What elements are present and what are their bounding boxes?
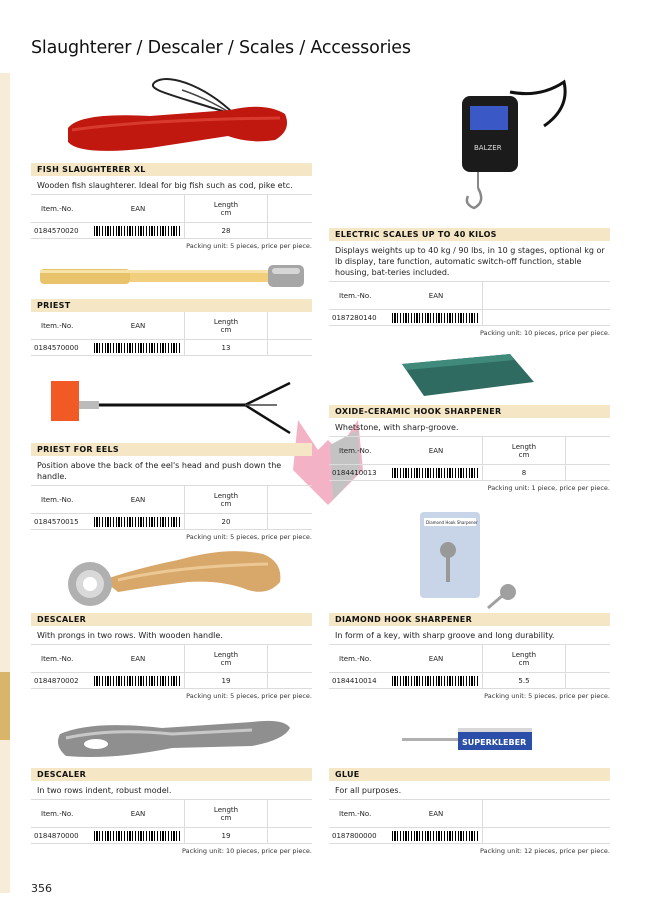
length-unit-label: cm	[220, 208, 232, 217]
spec-table	[31, 312, 312, 356]
ean-header: EAN	[92, 800, 185, 828]
product-glue	[329, 768, 610, 855]
product-title: DIAMOND HOOK SHARPENER	[329, 613, 610, 626]
product-priest	[31, 299, 312, 356]
item-number: 0184570015	[31, 514, 92, 530]
product-title: PRIEST	[31, 299, 312, 312]
item-number: 0184870002	[31, 673, 92, 689]
length-value: 28	[185, 223, 268, 239]
spec-table	[329, 437, 610, 481]
glue-tube-image	[400, 722, 540, 758]
ean-header: EAN	[92, 486, 185, 514]
length-value: 8	[483, 465, 566, 481]
item-no-header: Item.-No.	[329, 800, 390, 828]
ean-header: EAN	[390, 437, 483, 465]
spec-table	[31, 195, 312, 239]
product-title: FISH SLAUGHTERER XL	[31, 163, 312, 176]
ean-header: EAN	[390, 800, 483, 828]
electric-scales-image	[440, 78, 580, 228]
ean-header: EAN	[390, 645, 483, 673]
length-header-label: Length	[213, 200, 239, 209]
page-number: 356	[31, 882, 52, 895]
ean-barcode	[94, 676, 180, 686]
descaler-wooden-image	[58, 540, 290, 612]
item-no-header: Item.-No.	[329, 645, 390, 673]
descaler-metal-image	[52, 712, 300, 770]
length-header	[185, 645, 268, 673]
item-number: 0187800000	[329, 828, 390, 844]
item-no-header: Item.-No.	[31, 486, 92, 514]
product-priest-for-eels	[31, 443, 312, 541]
item-no-header: Item.-No.	[31, 312, 92, 340]
product-description: Displays weights up to 40 kg / 90 lbs, in 10 g stages, optional kg or lb display, tare function, automatic switch-off function, stable housing, bat-teries included.	[329, 241, 610, 282]
packing-unit: Packing unit: 5 pieces, price per piece.	[186, 533, 312, 541]
glue-label: SUPERKLEBER	[462, 738, 527, 747]
item-number: 0187280140	[329, 310, 390, 326]
item-no-header: Item.-No.	[329, 282, 390, 310]
priest-for-eels-image	[45, 375, 295, 440]
packing-unit: Packing unit: 12 pieces, price per piece.	[480, 847, 610, 855]
item-number: 0184570020	[31, 223, 92, 239]
ean-header: EAN	[92, 645, 185, 673]
side-bar	[0, 73, 10, 893]
ean-header: EAN	[390, 282, 483, 310]
spec-table	[329, 645, 610, 689]
product-title: OXIDE-CERAMIC HOOK SHARPENER	[329, 405, 610, 418]
spec-table	[31, 645, 312, 689]
ean-header: EAN	[92, 312, 185, 340]
item-number: 0184410013	[329, 465, 390, 481]
ean-barcode	[94, 343, 180, 353]
product-fish-slaughterer-xl	[31, 163, 312, 250]
product-title: PRIEST FOR EELS	[31, 443, 312, 456]
product-description: In two rows indent, robust model.	[31, 781, 312, 800]
length-value: 5.5	[483, 673, 566, 689]
packing-unit: Packing unit: 5 pieces, price per piece.	[484, 692, 610, 700]
sharpener-card-label: Diamond Hook Sharpener	[426, 520, 478, 525]
ean-barcode	[392, 313, 478, 323]
length-value: 13	[185, 340, 268, 356]
product-descaler-wooden	[31, 613, 312, 700]
length-header	[483, 437, 566, 465]
product-description: Position above the back of the eel's head and push down the handle.	[31, 456, 312, 486]
length-header-label: Length	[213, 805, 239, 814]
item-no-header: Item.-No.	[31, 800, 92, 828]
spec-table	[31, 486, 312, 530]
product-title: DESCALER	[31, 613, 312, 626]
length-header-label: Length	[213, 317, 239, 326]
oxide-ceramic-sharpener-image	[398, 352, 538, 400]
packing-unit: Packing unit: 5 pieces, price per piece.	[186, 242, 312, 250]
length-unit-label: cm	[518, 450, 530, 459]
product-description: With prongs in two rows. With wooden handle.	[31, 626, 312, 645]
spec-table	[31, 800, 312, 844]
ean-barcode	[392, 676, 478, 686]
length-header	[185, 195, 268, 223]
item-no-header: Item.-No.	[329, 437, 390, 465]
length-unit-label: cm	[518, 658, 530, 667]
length-unit-label: cm	[220, 499, 232, 508]
item-number: 0184870000	[31, 828, 92, 844]
product-title: DESCALER	[31, 768, 312, 781]
length-unit-label: cm	[220, 325, 232, 334]
spec-table	[329, 800, 610, 844]
length-header-label: Length	[213, 491, 239, 500]
product-description: For all purposes.	[329, 781, 610, 800]
fish-slaughterer-xl-image	[60, 68, 300, 166]
ean-header: EAN	[92, 195, 185, 223]
priest-image	[36, 260, 308, 294]
product-descaler-metal	[31, 768, 312, 855]
spec-table	[329, 282, 610, 326]
length-header	[185, 312, 268, 340]
packing-unit: Packing unit: 5 pieces, price per piece.	[186, 692, 312, 700]
packing-unit: Packing unit: 1 piece, price per piece.	[487, 484, 610, 492]
item-number: 0184410014	[329, 673, 390, 689]
length-value: 20	[185, 514, 268, 530]
length-header	[185, 800, 268, 828]
product-title: ELECTRIC SCALES UP TO 40 KILOS	[329, 228, 610, 241]
length-header	[483, 645, 566, 673]
ean-barcode	[94, 831, 180, 841]
item-no-header: Item.-No.	[31, 645, 92, 673]
diamond-hook-sharpener-image	[414, 506, 524, 610]
length-unit-label: cm	[220, 813, 232, 822]
product-title: GLUE	[329, 768, 610, 781]
packing-unit: Packing unit: 10 pieces, price per piece.	[480, 329, 610, 337]
product-diamond-hook-sharpener	[329, 613, 610, 700]
product-electric-scales	[329, 228, 610, 337]
page-title: Slaughterer / Descaler / Scales / Accessories	[31, 38, 411, 58]
length-value: 19	[185, 828, 268, 844]
product-description: Wooden fish slaughterer. Ideal for big fish such as cod, pike etc.	[31, 176, 312, 195]
packing-unit: Packing unit: 10 pieces, price per piece.	[182, 847, 312, 855]
ean-barcode	[392, 468, 478, 478]
length-header-label: Length	[511, 442, 537, 451]
item-number: 0184570000	[31, 340, 92, 356]
length-header-label: Length	[511, 650, 537, 659]
length-header	[185, 486, 268, 514]
scale-brand-label: BALZER	[474, 144, 502, 152]
length-header-label: Length	[213, 650, 239, 659]
item-no-header: Item.-No.	[31, 195, 92, 223]
length-value: 19	[185, 673, 268, 689]
ean-barcode	[94, 226, 180, 236]
ean-barcode	[392, 831, 478, 841]
side-bar-accent	[0, 672, 10, 740]
product-oxide-ceramic-sharpener	[329, 405, 610, 492]
ean-barcode	[94, 517, 180, 527]
product-description: In form of a key, with sharp groove and long durability.	[329, 626, 610, 645]
product-description: Whetstone, with sharp-groove.	[329, 418, 610, 437]
length-unit-label: cm	[220, 658, 232, 667]
